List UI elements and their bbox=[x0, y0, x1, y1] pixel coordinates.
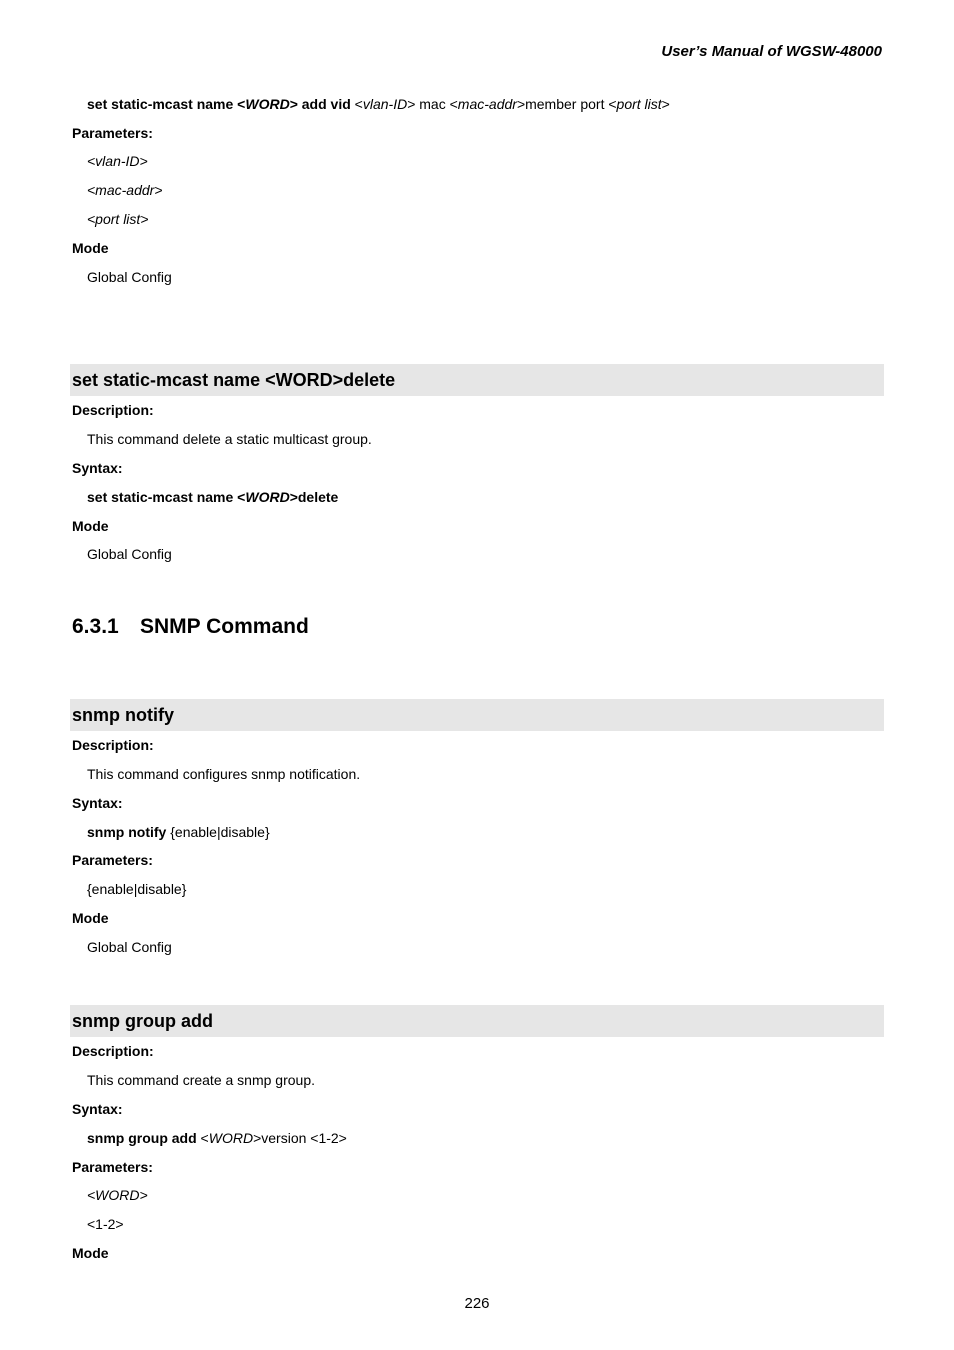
syntax-line bbox=[87, 488, 338, 506]
mode-label: Mode bbox=[72, 518, 109, 534]
syntax-word: WORD bbox=[245, 96, 290, 112]
param-item: <port list> bbox=[87, 211, 149, 227]
syntax-command: snmp group add bbox=[87, 1130, 197, 1146]
param-item: <mac-addr> bbox=[87, 182, 163, 198]
syntax-part: >member port < bbox=[516, 96, 617, 112]
description-label: Description: bbox=[72, 737, 154, 753]
section-title: snmp group add bbox=[72, 1011, 213, 1031]
syntax-label: Syntax: bbox=[72, 460, 123, 476]
description-label: Description: bbox=[72, 402, 154, 418]
heading-title: SNMP Command bbox=[140, 615, 309, 638]
syntax-part: < bbox=[196, 1130, 209, 1146]
description-label: Description: bbox=[72, 1043, 154, 1059]
syntax-line bbox=[87, 1129, 347, 1147]
syntax-command bbox=[87, 96, 351, 112]
syntax-arg: vlan-ID bbox=[362, 96, 408, 112]
description-text: This command configures snmp notification. bbox=[87, 766, 361, 782]
param-item: <1-2> bbox=[87, 1216, 124, 1232]
syntax-part: >version <1-2> bbox=[253, 1130, 347, 1146]
description-text: This command create a snmp group. bbox=[87, 1072, 315, 1088]
page-number: 226 bbox=[464, 1295, 490, 1312]
syntax-part: set static-mcast name < bbox=[87, 96, 246, 112]
param-item: {enable|disable} bbox=[87, 881, 187, 897]
syntax-line bbox=[87, 823, 270, 841]
syntax-label: Syntax: bbox=[72, 1101, 123, 1117]
syntax-word: WORD bbox=[208, 1130, 254, 1146]
syntax-arg: mac-addr bbox=[457, 96, 517, 112]
syntax-args: {enable|disable} bbox=[166, 824, 270, 840]
param-item: <WORD> bbox=[87, 1187, 148, 1203]
syntax-part: < bbox=[350, 96, 363, 112]
parameters-label: Parameters: bbox=[72, 1159, 153, 1175]
section-header-snmp-group-add bbox=[70, 1005, 884, 1037]
heading-number: 6.3.1 bbox=[72, 615, 119, 638]
syntax-arg: port list bbox=[616, 96, 662, 112]
mode-label: Mode bbox=[72, 1245, 109, 1261]
description-text: This command delete a static multicast group. bbox=[87, 431, 372, 447]
section-header-snmp-notify bbox=[70, 699, 884, 731]
page-header-title: User’s Manual of WGSW-48000 bbox=[661, 43, 882, 60]
mode-value: Global Config bbox=[87, 939, 172, 955]
syntax-command: snmp notify bbox=[87, 824, 167, 840]
mode-label: Mode bbox=[72, 910, 109, 926]
section-title: snmp notify bbox=[72, 705, 174, 725]
mode-label: Mode bbox=[72, 240, 109, 256]
syntax-part: >delete bbox=[289, 489, 339, 505]
mode-value: Global Config bbox=[87, 546, 172, 562]
mode-value: Global Config bbox=[87, 269, 172, 285]
syntax-part: > add vid bbox=[289, 96, 351, 112]
section-header-delete bbox=[70, 364, 884, 396]
syntax-label: Syntax: bbox=[72, 795, 123, 811]
syntax-part: > bbox=[661, 96, 670, 112]
syntax-part: set static-mcast name < bbox=[87, 489, 246, 505]
param-item: <vlan-ID> bbox=[87, 153, 148, 169]
syntax-line bbox=[87, 95, 670, 113]
chapter-heading bbox=[72, 613, 309, 641]
parameters-label: Parameters: bbox=[72, 125, 153, 141]
section-title: set static-mcast name <WORD>delete bbox=[72, 370, 396, 390]
parameters-label: Parameters: bbox=[72, 852, 153, 868]
syntax-part: > mac < bbox=[407, 96, 458, 112]
syntax-word: WORD bbox=[245, 489, 290, 505]
